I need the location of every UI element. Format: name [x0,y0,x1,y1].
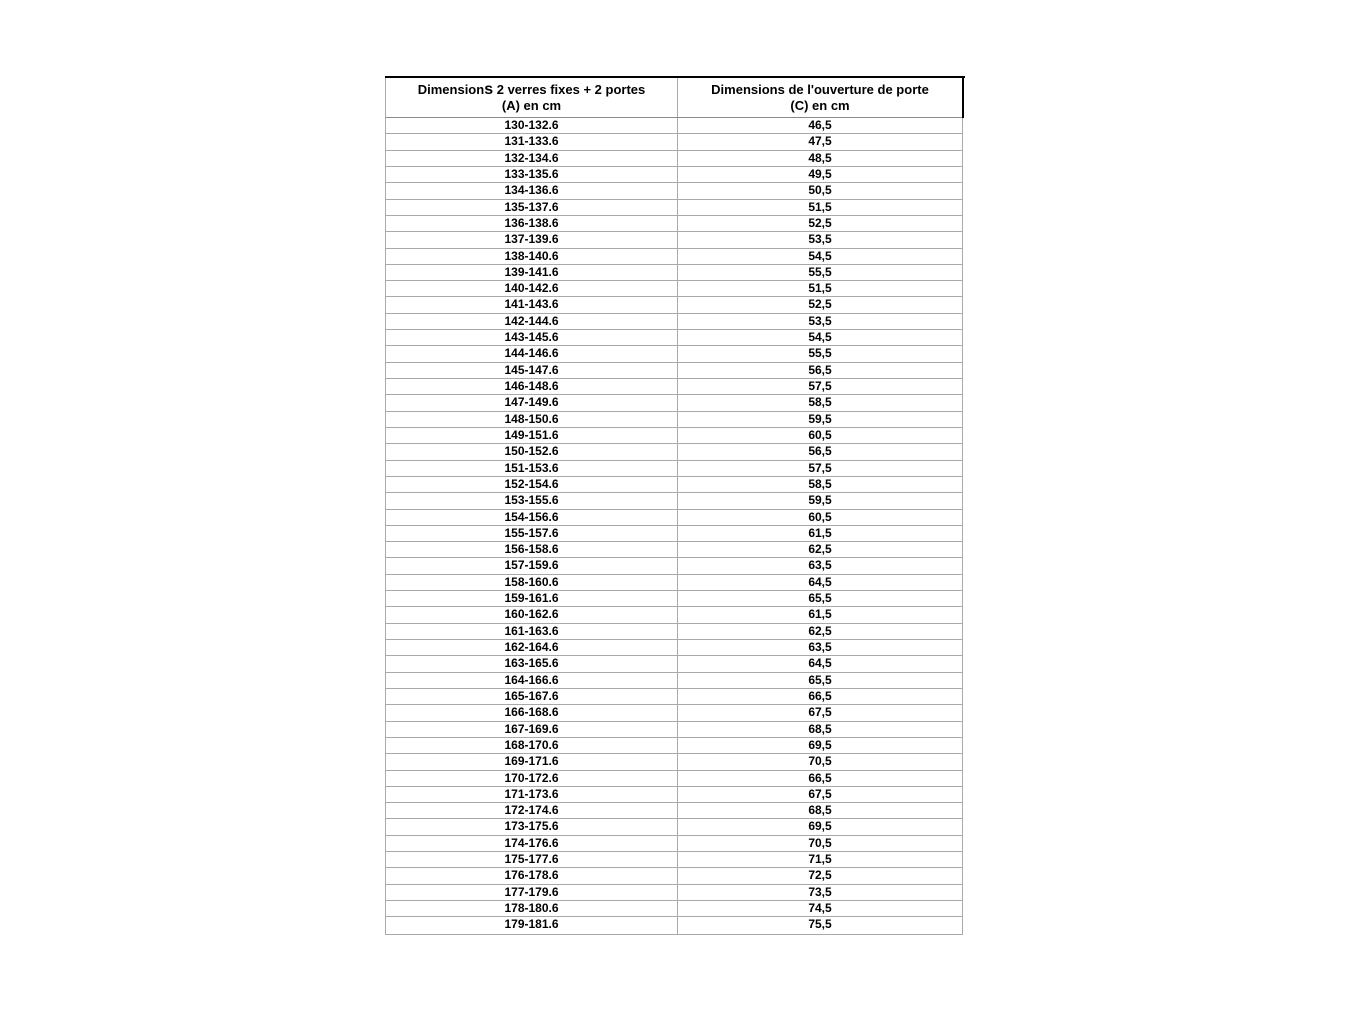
cell-dimension-a: 167-169.6 [386,722,678,738]
table-row [386,363,962,379]
table-row [386,917,962,933]
cell-dimension-a: 143-145.6 [386,330,678,346]
cell-ouverture-c: 70,5 [678,754,962,770]
cell-ouverture-c: 51,5 [678,281,962,297]
cell-ouverture-c: 64,5 [678,575,962,591]
cell-ouverture-c: 58,5 [678,477,962,493]
cell-ouverture-c: 60,5 [678,428,962,444]
cell-dimension-a: 147-149.6 [386,395,678,411]
cell-dimension-a: 161-163.6 [386,624,678,640]
dimensions-table [385,78,963,935]
cell-ouverture-c: 46,5 [678,118,962,134]
header-col-c-line1: Dimensions de l'ouverture de porte [711,82,929,97]
cell-dimension-a: 136-138.6 [386,216,678,232]
table-row [386,477,962,493]
cell-ouverture-c: 59,5 [678,412,962,428]
cell-ouverture-c: 56,5 [678,444,962,460]
cell-ouverture-c: 59,5 [678,493,962,509]
table-row [386,510,962,526]
cell-ouverture-c: 72,5 [678,868,962,884]
cell-ouverture-c: 52,5 [678,297,962,313]
cell-dimension-a: 139-141.6 [386,265,678,281]
cell-dimension-a: 177-179.6 [386,885,678,901]
table-row [386,640,962,656]
table-row [386,722,962,738]
cell-ouverture-c: 69,5 [678,738,962,754]
table-row [386,771,962,787]
cell-ouverture-c: 62,5 [678,624,962,640]
table-row [386,673,962,689]
cell-dimension-a: 130-132.6 [386,118,678,134]
table-row [386,526,962,542]
table-row [386,656,962,672]
table-row [386,803,962,819]
cell-dimension-a: 140-142.6 [386,281,678,297]
cell-ouverture-c: 63,5 [678,558,962,574]
table-row [386,787,962,803]
table-row [386,167,962,183]
header-col-dimensions-a [386,78,678,117]
cell-dimension-a: 146-148.6 [386,379,678,395]
cell-dimension-a: 149-151.6 [386,428,678,444]
cell-dimension-a: 137-139.6 [386,232,678,248]
table-row [386,134,962,150]
table-row [386,689,962,705]
cell-ouverture-c: 63,5 [678,640,962,656]
table-row [386,297,962,313]
table-row [386,575,962,591]
cell-dimension-a: 157-159.6 [386,558,678,574]
cell-ouverture-c: 64,5 [678,656,962,672]
cell-dimension-a: 171-173.6 [386,787,678,803]
cell-ouverture-c: 56,5 [678,363,962,379]
cell-dimension-a: 170-172.6 [386,771,678,787]
cell-dimension-a: 178-180.6 [386,901,678,917]
header-col-a-odd-s: s [484,81,494,98]
cell-ouverture-c: 69,5 [678,819,962,835]
cell-dimension-a: 179-181.6 [386,917,678,933]
table-row [386,412,962,428]
cell-ouverture-c: 62,5 [678,542,962,558]
table-row [386,542,962,558]
header-col-a-line1 [386,82,677,98]
header-right-border [962,76,964,118]
cell-ouverture-c: 68,5 [678,722,962,738]
cell-dimension-a: 145-147.6 [386,363,678,379]
cell-dimension-a: 168-170.6 [386,738,678,754]
table-top-border [385,76,965,78]
table-row [386,118,962,134]
cell-ouverture-c: 57,5 [678,379,962,395]
cell-ouverture-c: 73,5 [678,885,962,901]
table-row [386,754,962,770]
cell-ouverture-c: 54,5 [678,249,962,265]
table-row [386,836,962,852]
cell-dimension-a: 172-174.6 [386,803,678,819]
cell-dimension-a: 142-144.6 [386,314,678,330]
cell-ouverture-c: 51,5 [678,200,962,216]
cell-dimension-a: 154-156.6 [386,510,678,526]
table-row [386,901,962,917]
cell-dimension-a: 155-157.6 [386,526,678,542]
cell-dimension-a: 152-154.6 [386,477,678,493]
table-row [386,330,962,346]
table-row [386,868,962,884]
cell-dimension-a: 138-140.6 [386,249,678,265]
table-row [386,314,962,330]
cell-dimension-a: 160-162.6 [386,607,678,623]
cell-ouverture-c: 58,5 [678,395,962,411]
cell-ouverture-c: 55,5 [678,346,962,362]
cell-dimension-a: 150-152.6 [386,444,678,460]
cell-ouverture-c: 61,5 [678,607,962,623]
cell-dimension-a: 158-160.6 [386,575,678,591]
table-row [386,558,962,574]
cell-ouverture-c: 48,5 [678,151,962,167]
cell-ouverture-c: 50,5 [678,183,962,199]
cell-dimension-a: 134-136.6 [386,183,678,199]
cell-ouverture-c: 70,5 [678,836,962,852]
table-body [386,118,962,934]
table-header-row [386,78,962,118]
table-row [386,265,962,281]
cell-ouverture-c: 53,5 [678,314,962,330]
table-row [386,346,962,362]
cell-dimension-a: 135-137.6 [386,200,678,216]
cell-dimension-a: 165-167.6 [386,689,678,705]
cell-ouverture-c: 53,5 [678,232,962,248]
cell-ouverture-c: 54,5 [678,330,962,346]
table-row [386,183,962,199]
table-row [386,281,962,297]
table-row [386,852,962,868]
cell-dimension-a: 173-175.6 [386,819,678,835]
table-row [386,444,962,460]
cell-dimension-a: 164-166.6 [386,673,678,689]
cell-dimension-a: 163-165.6 [386,656,678,672]
table-row [386,379,962,395]
cell-ouverture-c: 52,5 [678,216,962,232]
header-col-c-line2: (C) en cm [790,98,850,113]
table-row [386,461,962,477]
cell-ouverture-c: 65,5 [678,591,962,607]
cell-ouverture-c: 61,5 [678,526,962,542]
cell-dimension-a: 159-161.6 [386,591,678,607]
header-col-ouverture-c [678,78,962,117]
cell-dimension-a: 174-176.6 [386,836,678,852]
cell-ouverture-c: 68,5 [678,803,962,819]
cell-ouverture-c: 67,5 [678,787,962,803]
table-row [386,591,962,607]
cell-dimension-a: 144-146.6 [386,346,678,362]
cell-ouverture-c: 67,5 [678,705,962,721]
table-row [386,249,962,265]
cell-dimension-a: 133-135.6 [386,167,678,183]
cell-dimension-a: 169-171.6 [386,754,678,770]
cell-dimension-a: 156-158.6 [386,542,678,558]
cell-dimension-a: 166-168.6 [386,705,678,721]
cell-dimension-a: 132-134.6 [386,151,678,167]
table-row [386,216,962,232]
cell-ouverture-c: 60,5 [678,510,962,526]
cell-ouverture-c: 74,5 [678,901,962,917]
cell-dimension-a: 175-177.6 [386,852,678,868]
cell-ouverture-c: 47,5 [678,134,962,150]
cell-dimension-a: 162-164.6 [386,640,678,656]
cell-dimension-a: 131-133.6 [386,134,678,150]
cell-ouverture-c: 66,5 [678,689,962,705]
cell-dimension-a: 176-178.6 [386,868,678,884]
cell-ouverture-c: 65,5 [678,673,962,689]
cell-ouverture-c: 66,5 [678,771,962,787]
cell-ouverture-c: 49,5 [678,167,962,183]
cell-ouverture-c: 57,5 [678,461,962,477]
header-col-a-line2: (A) en cm [501,98,562,113]
header-col-a-part1: Dimension [417,82,485,97]
cell-dimension-a: 153-155.6 [386,493,678,509]
cell-dimension-a: 151-153.6 [386,461,678,477]
cell-dimension-a: 141-143.6 [386,297,678,313]
table-row [386,738,962,754]
cell-ouverture-c: 55,5 [678,265,962,281]
cell-ouverture-c: 75,5 [808,917,832,932]
table-row [386,200,962,216]
table-row [386,624,962,640]
table-row [386,493,962,509]
table-row [386,607,962,623]
table-row [386,819,962,835]
cell-dimension-a: 148-150.6 [386,412,678,428]
table-row [386,395,962,411]
table-row [386,705,962,721]
table-row [386,232,962,248]
header-col-a-part2: 2 verres fixes + 2 portes [493,82,646,97]
table-row [386,428,962,444]
table-row [386,151,962,167]
table-row [386,885,962,901]
cell-ouverture-c: 71,5 [678,852,962,868]
